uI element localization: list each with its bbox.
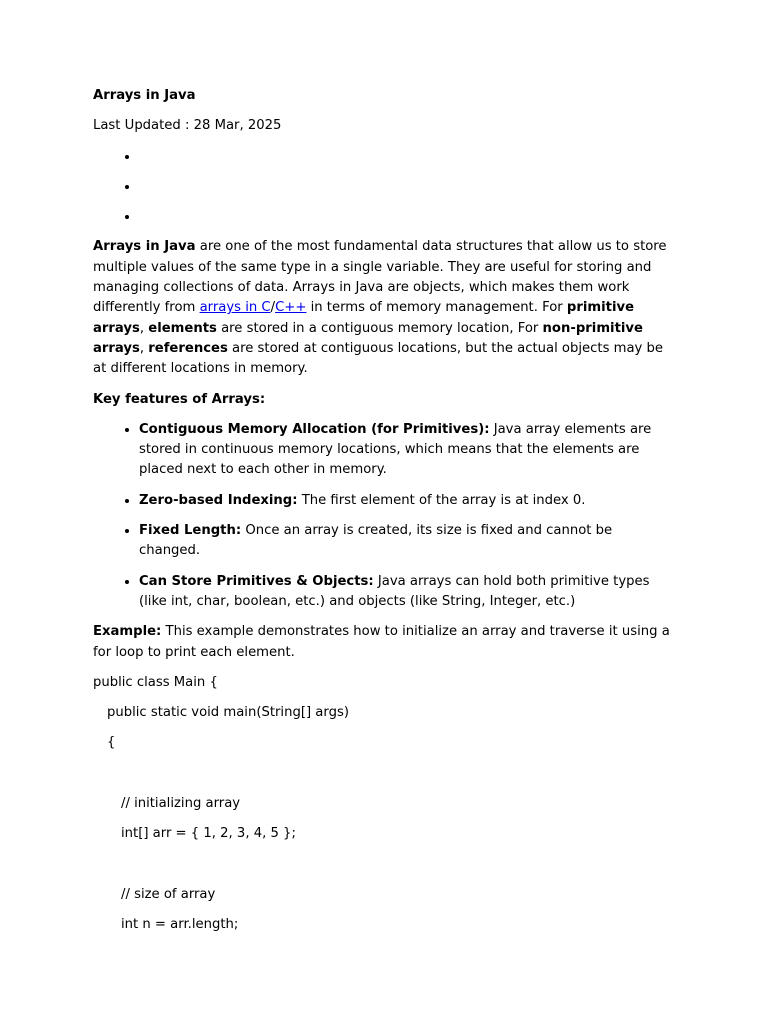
code-line: int[] arr = { 1, 2, 3, 4, 5 }; [121, 826, 296, 842]
intro-text-1: are one of the most fundamental data structures that allow us to store multiple values of the same type in a single variable. They are useful for storing and managing collections of data. Arrays in Java are objects, which makes them work differently from [93, 239, 667, 316]
feature-label: Contiguous Memory Allocation (for Primitives): [139, 421, 490, 437]
feature-text: The first element of the array is at index 0. [297, 492, 586, 508]
feature-item [139, 491, 673, 511]
code-block [93, 673, 673, 936]
empty-bullet-3 [139, 207, 673, 227]
intro-text-4: are stored at contiguous locations, but the actual objects may be at different locations in memory. [93, 340, 664, 377]
document-content [93, 86, 673, 946]
intro-bold-elements: elements [148, 320, 217, 336]
intro-bold-primitive-arrays: primitive arrays [93, 300, 635, 336]
feature-label: Fixed Length: [139, 523, 242, 539]
intro-comma-1: , [139, 320, 149, 336]
link-cpp[interactable]: C++ [275, 300, 307, 316]
code-line: public class Main { [93, 674, 218, 690]
features-heading-text: Key features of Arrays: [93, 391, 266, 407]
feature-text: Java arrays can hold both primitive types (like int, char, boolean, etc.) and objects (like String, Integer, etc.) [139, 573, 650, 609]
intro-comma-2: , [139, 340, 149, 356]
feature-item [139, 521, 673, 562]
feature-item [139, 420, 673, 481]
feature-label: Can Store Primitives & Objects: [139, 573, 374, 589]
feature-text: Java array elements are stored in continuous memory locations, which means that the elements are placed next to each other in memory. [139, 421, 652, 478]
code-line: { [107, 735, 116, 751]
feature-text: Once an array is created, its size is fixed and cannot be changed. [139, 523, 613, 559]
code-line: // size of array [121, 886, 216, 902]
link-arrays-in-c[interactable]: arrays in C [199, 300, 271, 316]
code-line: int n = arr.length; [121, 917, 239, 933]
feature-item [139, 572, 673, 613]
feature-label: Zero-based Indexing: [139, 492, 298, 508]
code-blank-line [93, 764, 673, 784]
intro-paragraph [93, 237, 673, 379]
example-text: This example demonstrates how to initialize an array and traverse it using a for loop to print each element. [93, 624, 670, 660]
empty-bullet-1 [139, 147, 673, 167]
code-blank-line [93, 855, 673, 875]
intro-bold-lead: Arrays in Java [93, 239, 196, 255]
intro-text-2: in terms of memory management. For [306, 300, 567, 316]
intro-bold-references: references [148, 340, 228, 356]
empty-bullet-list [93, 147, 673, 228]
features-heading [93, 390, 673, 410]
example-paragraph [93, 622, 673, 663]
last-updated: Last Updated : 28 Mar, 2025 [93, 118, 282, 134]
intro-link-separator: / [270, 300, 276, 316]
intro-bold-non-primitive-arrays: non-primitive arrays [93, 320, 643, 356]
article-title: Arrays in Java [93, 88, 196, 103]
intro-text-3: are stored in a contiguous memory location, For [216, 320, 543, 336]
code-line: // initializing array [121, 796, 241, 812]
empty-bullet-2 [139, 177, 673, 197]
features-list [93, 420, 673, 612]
code-line: public static void main(String[] args) [107, 705, 349, 721]
example-label: Example: [93, 624, 162, 640]
